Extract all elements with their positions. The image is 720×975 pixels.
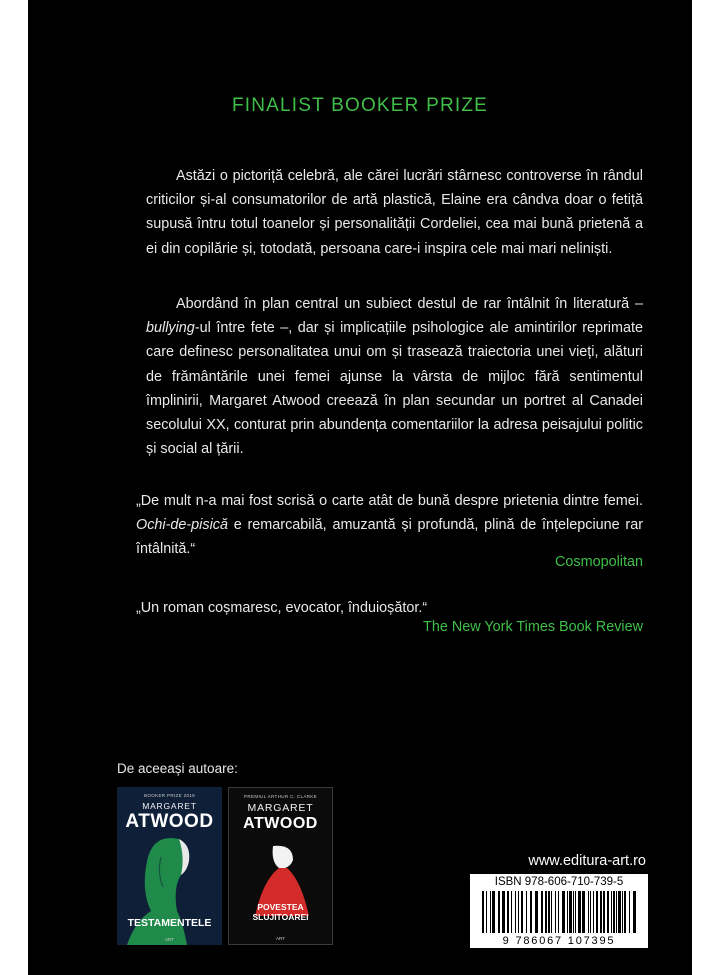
review-quote-nyt: „Un roman coșmaresc, evocator, înduioșător.“ bbox=[136, 600, 428, 616]
isbn-barcode-box bbox=[470, 874, 648, 948]
book-1-award-tag: BOOKER PRIZE 2019 bbox=[143, 793, 196, 798]
book-1-author-last: ATWOOD bbox=[125, 811, 214, 832]
book-2-author-last: ATWOOD bbox=[243, 815, 318, 832]
book-2-title-line-2: SLUJITOAREI bbox=[252, 912, 309, 922]
description-paragraph-2-end: -ul între fete –, dar și implicațiile psihologice ale amintirilor reprimate care definesc personalitatea unui om și trasează traiectoria unei vieți, alături de frământările unei femei ajunse la vârsta de mijloc fără sentimentul împlinirii, Margaret Atwood creează în plan secundar un portret al Canadei secolului XX, conturat prin abundența comentariilor la adresa peisajului politic și social al țării. bbox=[146, 320, 643, 458]
finalist-booker-prize-heading: FINALIST BOOKER PRIZE bbox=[231, 95, 489, 116]
review-source-cosmopolitan: Cosmopolitan bbox=[555, 554, 643, 570]
review-quote-1-italic: Ochi-de-pisică bbox=[136, 517, 228, 534]
also-by-author-label: De aceeași autoare: bbox=[117, 761, 238, 776]
barcode-digits: 9 786067 107395 bbox=[502, 935, 616, 947]
description-paragraph-2 bbox=[146, 292, 643, 461]
back-cover bbox=[28, 0, 692, 975]
book-cover-povestea-slujitoarei bbox=[228, 787, 333, 945]
book-2-publisher: ART bbox=[276, 936, 285, 941]
description-paragraph-1-text: Astăzi o pictoriță celebră, ale cărei lucrări stârnesc controverse în rândul criticilor și-al consumatorilor de artă plastică, Elaine era cândva doar o fetiță supusă întru totul toanelor și personalității Cordeliei, cea mai bună prietenă a ei din copilărie și, totodată, persoana care-i inspira cele mai mari neliniști. bbox=[146, 168, 643, 257]
book-cover-testamentele bbox=[117, 787, 222, 945]
book-1-author-first: MARGARET bbox=[142, 801, 197, 811]
publisher-website: www.editura-art.ro bbox=[528, 853, 646, 869]
description-paragraph-2-start: Abordând în plan central un subiect destul de rar întâlnit în literatură – bbox=[176, 296, 643, 312]
book-2-award-tag: PREMIUL ARTHUR C. CLARKE bbox=[243, 794, 318, 799]
review-quote-1-end: e remarcabilă, amuzantă și profundă, plină de înțelepciune rar întâlnită.“ bbox=[136, 517, 643, 558]
book-1-publisher: ART bbox=[165, 937, 174, 942]
review-quote-cosmopolitan bbox=[136, 489, 643, 562]
isbn-number: ISBN 978-606-710-739-5 bbox=[494, 876, 624, 888]
book-1-title: TESTAMENTELE bbox=[127, 917, 212, 929]
review-quote-1-start: „De mult n-a mai fost scrisă o carte atât de bună despre prietenia dintre femei. bbox=[136, 493, 643, 509]
book-2-title-line-1: POVESTEA bbox=[257, 902, 304, 912]
description-paragraph-2-italic: bullying bbox=[146, 320, 195, 337]
review-source-nyt: The New York Times Book Review bbox=[423, 619, 643, 635]
book-2-author-first: MARGARET bbox=[247, 802, 314, 814]
description-paragraph-1 bbox=[146, 164, 643, 261]
